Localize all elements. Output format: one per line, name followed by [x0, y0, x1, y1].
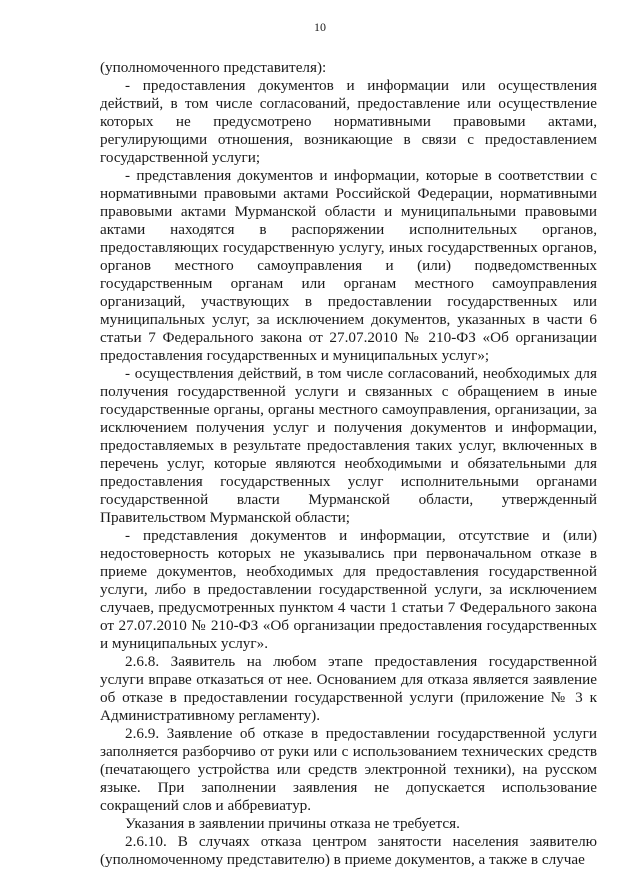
page-number: 10 [314, 20, 326, 34]
paragraph-item-documents: - представления документов и информации, которые в соответствии с нормативными правовыми актами Российской Федерации, нормативными правовыми актами Мурманской области и муниципальными правовыми актами находятся в распоряжении исполнительных органов, предоставляющих государственную услугу, иных государственных органов, органов местного самоуправления и (или) подведомственных государственным органам или органам местного самоуправления организаций, участвующих в предоставлении государственных или муниципальных услуг, за исключением документов, указанных в части 6 статьи 7 Федерального закона от 27.07.2010 № 210-ФЗ «Об организации предоставления государственных и муниципальных услуг»; [100, 167, 597, 364]
paragraph-intro: (уполномоченного представителя): [100, 59, 327, 76]
paragraph-2-6-10: 2.6.10. В случаях отказа центром занятости населения заявителю (уполномоченному представителю) в приеме документов, а также в случае [100, 833, 597, 868]
paragraph-item-actions: - предоставления документов и информации или осуществления действий, в том числе согласований, предоставление или осуществление которых не предусмотрено нормативными правовыми актами, регулирующими отношения, возникающие в связи с предоставлением государственной услуги; [100, 77, 597, 166]
paragraph-item-inaccuracy: - представления документов и информации, отсутствие и (или) недостоверность которых не указывались при первоначальном отказе в приеме документов, необходимых для предоставления государственной услуги, либо в предоставлении государственной услуги, за исключением случаев, предусмотренных пунктом 4 части 1 статьи 7 Федерального закона от 27.07.2010 № 210-ФЗ «Об организации предоставления государственных и муниципальных услуг». [100, 527, 597, 652]
paragraph-item-approvals: - осуществления действий, в том числе согласований, необходимых для получения государственной услуги и связанных с обращением в иные государственные органы, органы местного самоуправления, организации, за исключением получения услуг и получения документов и информации, предоставляемых в результате предоставления таких услуг, включенных в перечень услуг, которые являются необходимыми и обязательными для предоставления государственных услуг исполнительными органами государственной власти Мурманской области, утвержденный Правительством Мурманской области; [100, 365, 597, 526]
document-body [100, 59, 597, 869]
paragraph-2-6-8: 2.6.8. Заявитель на любом этапе предоставления государственной услуги вправе отказаться от нее. Основанием для отказа является заявление об отказе в предоставлении государственной услуги (приложение № 3 к Административному регламенту). [100, 653, 597, 724]
paragraph-2-6-9: 2.6.9. Заявление об отказе в предоставлении государственной услуги заполняется разборчиво от руки или с использованием технических средств (печатающего устройства или средств электронной техники), на русском языке. При заполнении заявления не допускается использование сокращений слов и аббревиатур. [100, 725, 597, 814]
paragraph-reason-note: Указания в заявлении причины отказа не требуется. [125, 815, 460, 832]
